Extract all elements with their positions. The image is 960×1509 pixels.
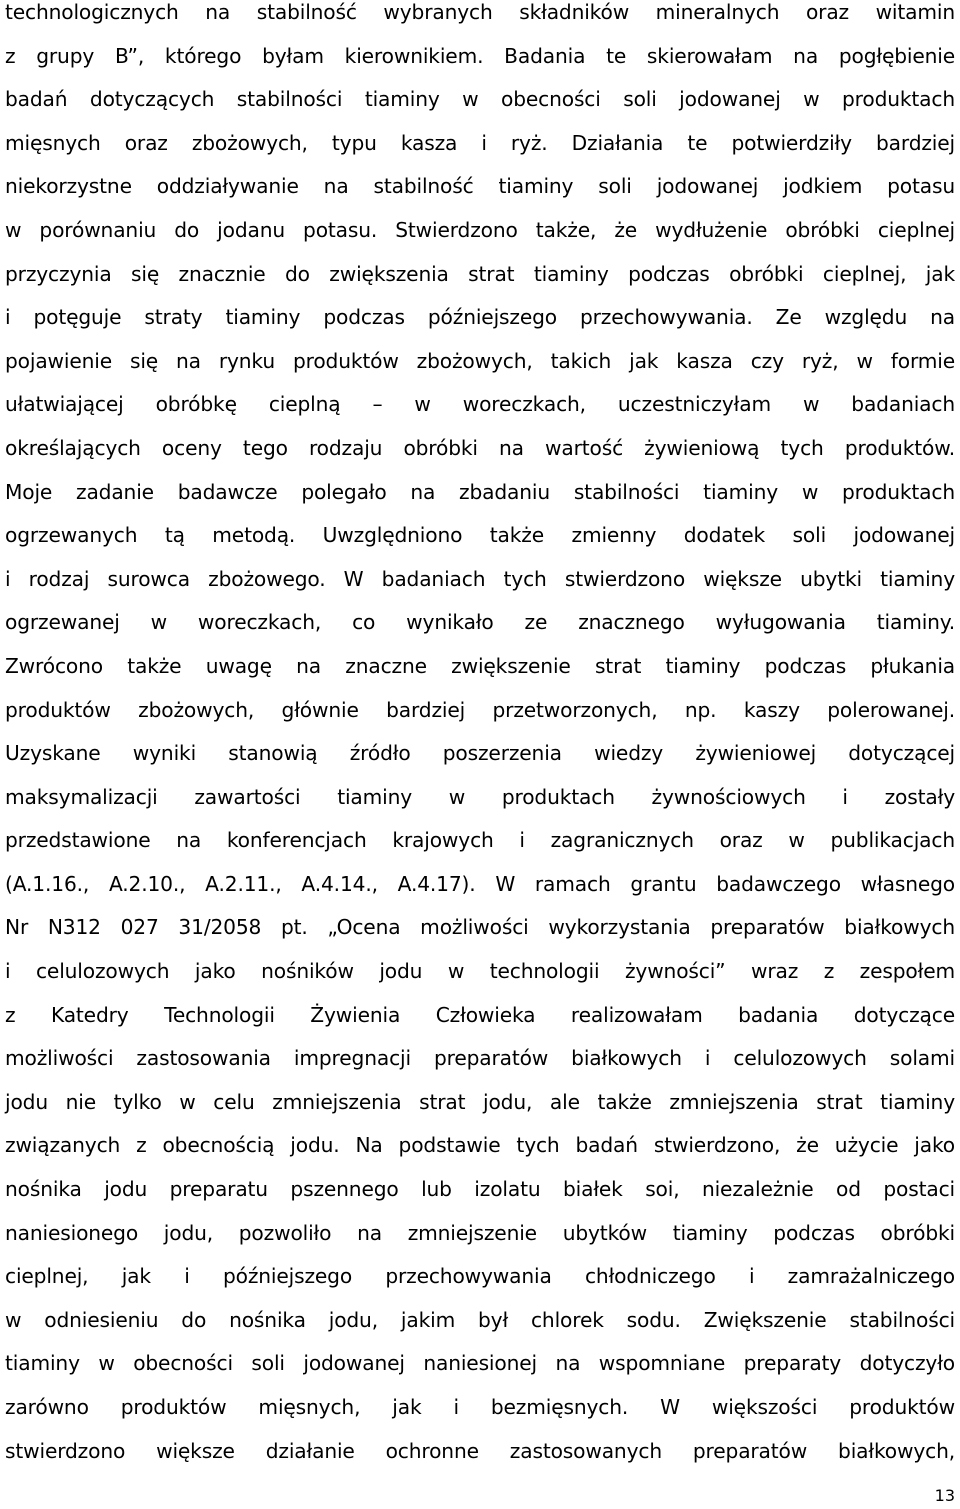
text-line-20: przedstawione na konferencjach krajowych i zagranicznych oraz w publikacjach — [5, 828, 955, 853]
text-line-19: maksymalizacji zawartości tiaminy w produktach żywnościowych i zostały — [5, 784, 955, 809]
text-line-21: (A.1.16., A.2.10., A.2.11., A.4.14., A.4.17). W ramach grantu badawczego własnego — [5, 871, 955, 896]
text-line-3: badań dotyczących stabilności tiaminy w obecności soli jodowanej w produktach — [5, 87, 955, 112]
text-line-17: produktów zbożowych, głównie bardziej przetworzonych, np. kaszy polerowanej. — [5, 697, 955, 722]
text-line-8: i potęguje straty tiaminy podczas późniejszego przechowywania. Ze względu na — [5, 305, 955, 330]
text-line-14: i rodzaj surowca zbożowego. W badaniach tych stwierdzono większe ubytki tiaminy — [5, 566, 955, 591]
text-line-25: możliwości zastosowania impregnacji preparatów białkowych i celulozowych solami — [5, 1046, 955, 1071]
text-line-30: cieplnej, jak i późniejszego przechowywania chłodniczego i zamrażalniczego — [5, 1264, 955, 1289]
text-line-6: w porównaniu do jodanu potasu. Stwierdzono także, że wydłużenie obróbki cieplnej — [5, 217, 955, 242]
text-line-18: Uzyskane wyniki stanowią źródło poszerzenia wiedzy żywieniowej dotyczącej — [5, 741, 955, 766]
text-line-9: pojawienie się na rynku produktów zbożowych, takich jak kasza czy ryż, w formie — [5, 348, 955, 373]
text-line-22: Nr N312 027 31/2058 pt. „Ocena możliwości wykorzystania preparatów białkowych — [5, 915, 955, 940]
text-line-23: i celulozowych jako nośników jodu w technologii żywności” wraz z zespołem — [5, 959, 955, 984]
text-line-34: stwierdzono większe działanie ochronne zastosowanych preparatów białkowych, — [5, 1438, 955, 1463]
text-line-31: w odniesieniu do nośnika jodu, jakim był chlorek sodu. Zwiększenie stabilności — [5, 1307, 955, 1332]
text-line-32: tiaminy w obecności soli jodowanej naniesionej na wspomniane preparaty dotyczyło — [5, 1351, 955, 1376]
text-line-5: niekorzystne oddziaływanie na stabilność tiaminy soli jodowanej jodkiem potasu — [5, 174, 955, 199]
text-line-12: Moje zadanie badawcze polegało na zbadaniu stabilności tiaminy w produktach — [5, 479, 955, 504]
text-line-27: związanych z obecnością jodu. Na podstawie tych badań stwierdzono, że użycie jako — [5, 1133, 955, 1158]
text-line-2: z grupy B”, którego byłam kierownikiem. Badania te skierowałam na pogłębienie — [5, 43, 955, 68]
text-line-24: z Katedry Technologii Żywienia Człowieka realizowałam badania dotyczące — [5, 1002, 955, 1027]
page-number: 13 — [934, 1486, 955, 1505]
body-text — [5, 0, 955, 1473]
text-line-11: określających oceny tego rodzaju obróbki na wartość żywieniową tych produktów. — [5, 435, 955, 460]
text-line-1: technologicznych na stabilność wybranych składników mineralnych oraz witamin — [5, 0, 955, 24]
text-line-29: naniesionego jodu, pozwoliło na zmniejszenie ubytków tiaminy podczas obróbki — [5, 1220, 955, 1245]
text-line-4: mięsnych oraz zbożowych, typu kasza i ryż. Działania te potwierdziły bardziej — [5, 130, 955, 155]
text-line-15: ogrzewanej w woreczkach, co wynikało ze znacznego wyługowania tiaminy. — [5, 610, 955, 635]
text-line-16: Zwrócono także uwagę na znaczne zwiększenie strat tiaminy podczas płukania — [5, 653, 955, 678]
text-line-10: ułatwiającej obróbkę cieplną – w woreczkach, uczestniczyłam w badaniach — [5, 392, 955, 417]
text-line-33: zarówno produktów mięsnych, jak i bezmięsnych. W większości produktów — [5, 1395, 955, 1419]
text-line-28: nośnika jodu preparatu pszennego lub izolatu białek soi, niezależnie od postaci — [5, 1177, 955, 1202]
text-line-26: jodu nie tylko w celu zmniejszenia strat jodu, ale także zmniejszenia strat tiaminy — [5, 1089, 955, 1114]
text-line-13: ogrzewanych tą metodą. Uwzględniono także zmienny dodatek soli jodowanej — [5, 523, 955, 548]
text-line-7: przyczynia się znacznie do zwiększenia strat tiaminy podczas obróbki cieplnej, jak — [5, 261, 955, 286]
